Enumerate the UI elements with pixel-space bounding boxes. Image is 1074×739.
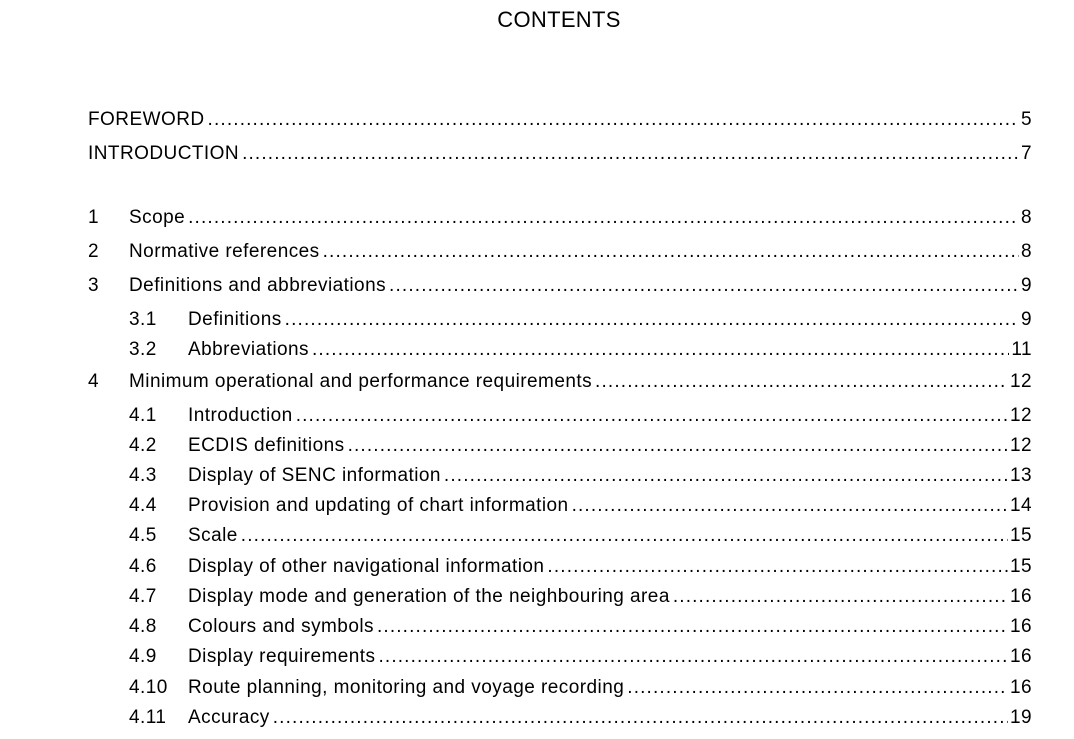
toc-entry-title: INTRODUCTION	[88, 143, 240, 164]
toc-entry-page: 8	[1020, 207, 1032, 228]
page-title: CONTENTS	[497, 7, 621, 32]
toc-entry-page: 5	[1020, 109, 1032, 130]
toc-entry-title: Abbreviations	[188, 339, 309, 360]
toc-dot-leader	[377, 615, 1008, 639]
toc-entry[interactable]	[129, 615, 1032, 639]
toc-entry-number: 4.4	[129, 495, 157, 516]
toc-entry-title: Display of other navigational information	[188, 556, 545, 577]
toc-entry-page: 16	[1009, 586, 1032, 607]
toc-dot-leader	[378, 645, 1007, 669]
toc-entry-number: 4.11	[129, 707, 167, 728]
toc-entry-title: Scale	[188, 525, 238, 546]
toc-entry-page: 15	[1009, 556, 1032, 577]
toc-entry-title: Normative references	[129, 241, 320, 262]
toc-entry[interactable]	[88, 108, 1032, 132]
toc-entry-page: 14	[1009, 495, 1032, 516]
toc-dot-leader	[673, 585, 1008, 609]
toc-entry-title: Definitions	[188, 309, 282, 330]
toc-entry-number: 4	[88, 371, 100, 392]
toc-entry[interactable]	[88, 142, 1032, 166]
toc-entry-number: 4.5	[129, 525, 157, 546]
toc-entry-title: Display mode and generation of the neighbouring area	[188, 586, 670, 607]
toc-entry-number: 4.7	[129, 586, 157, 607]
toc-entry[interactable]	[129, 585, 1032, 609]
toc-entry-title: ECDIS definitions	[188, 435, 345, 456]
toc-entry-page: 16	[1009, 677, 1032, 698]
toc-entry-page: 16	[1009, 616, 1032, 637]
toc-entry-number: 3.1	[129, 309, 157, 330]
toc-entry[interactable]	[129, 524, 1032, 548]
toc-entry[interactable]	[129, 676, 1032, 700]
toc-entry-number: 4.10	[129, 677, 168, 698]
toc-entry-number: 3.2	[129, 339, 157, 360]
toc-entry-title: FOREWORD	[88, 109, 205, 130]
toc-dot-leader	[547, 555, 1008, 579]
toc-entry[interactable]	[129, 434, 1032, 458]
toc-entry-page: 12	[1009, 405, 1032, 426]
toc-entry-page: 7	[1020, 143, 1032, 164]
toc-entry-page: 12	[1009, 371, 1032, 392]
toc-entry[interactable]	[129, 706, 1032, 730]
toc-entry[interactable]	[129, 555, 1032, 579]
toc-dot-leader	[242, 142, 1019, 166]
toc-dot-leader	[627, 676, 1008, 700]
toc-entry-page: 8	[1020, 241, 1032, 262]
toc-dot-leader	[348, 434, 1008, 458]
toc-dot-leader	[595, 370, 1008, 394]
toc-entry-page: 19	[1009, 707, 1032, 728]
toc-entry[interactable]	[129, 464, 1032, 488]
toc-entry-title: Minimum operational and performance requirements	[129, 371, 593, 392]
toc-entry[interactable]	[88, 206, 1032, 230]
toc-entry-title: Provision and updating of chart information	[188, 495, 569, 516]
toc-entry-title: Route planning, monitoring and voyage recording	[188, 677, 625, 698]
toc-entry-number: 4.8	[129, 616, 157, 637]
toc-entry-page: 13	[1009, 465, 1032, 486]
toc-dot-leader	[241, 524, 1008, 548]
toc-dot-leader	[312, 338, 1009, 362]
toc-entry-page: 9	[1020, 309, 1032, 330]
toc-dot-leader	[208, 108, 1019, 132]
toc-entry[interactable]	[129, 645, 1032, 669]
toc-entry-title: Introduction	[188, 405, 293, 426]
toc-dot-leader	[188, 206, 1019, 230]
toc-dot-leader	[296, 404, 1008, 428]
toc-entry-title: Colours and symbols	[188, 616, 374, 637]
toc-entry-number: 4.1	[129, 405, 157, 426]
toc-entry-title: Scope	[129, 207, 186, 228]
toc-dot-leader	[389, 274, 1019, 298]
toc-entry[interactable]	[129, 308, 1032, 332]
toc-entry-number: 4.9	[129, 646, 157, 667]
toc-dot-leader	[273, 706, 1008, 730]
toc-entry[interactable]	[88, 240, 1032, 264]
toc-entry-page: 16	[1009, 646, 1032, 667]
toc-entry-number: 4.2	[129, 435, 157, 456]
toc-entry-title: Accuracy	[188, 707, 270, 728]
toc-entry-title: Display requirements	[188, 646, 376, 667]
toc-entry[interactable]	[129, 494, 1032, 518]
toc-dot-leader	[285, 308, 1019, 332]
toc-entry[interactable]	[88, 274, 1032, 298]
toc-dot-leader	[444, 464, 1008, 488]
toc-entry[interactable]	[88, 370, 1032, 394]
toc-entry[interactable]	[129, 404, 1032, 428]
toc-entry-page: 9	[1020, 275, 1032, 296]
toc-entry-number: 2	[88, 241, 100, 262]
toc-dot-leader	[323, 240, 1019, 264]
toc-entry-page: 15	[1009, 525, 1032, 546]
toc-entry-number: 3	[88, 275, 100, 296]
toc-entry-title: Definitions and abbreviations	[129, 275, 387, 296]
toc-entry-page: 11	[1011, 339, 1032, 360]
toc-entry-number: 1	[88, 207, 100, 228]
toc-entry-number: 4.6	[129, 556, 157, 577]
toc-entry[interactable]	[129, 338, 1032, 362]
toc-entry-title: Display of SENC information	[188, 465, 441, 486]
toc-entry-number: 4.3	[129, 465, 157, 486]
toc-entry-page: 12	[1009, 435, 1032, 456]
toc-dot-leader	[572, 494, 1008, 518]
